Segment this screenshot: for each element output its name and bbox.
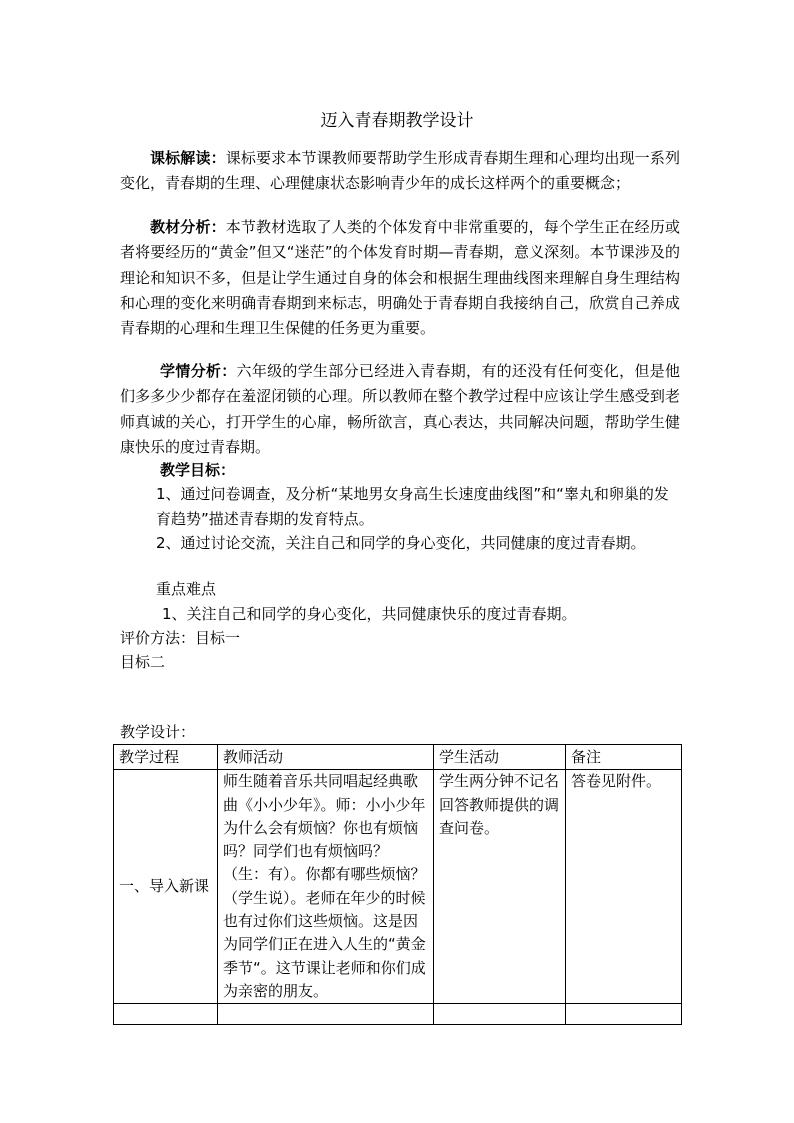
cell-empty bbox=[434, 1004, 566, 1025]
students-text: 六年级的学生部分已经进入青春期，有的还没有任何变化，但是他们多多少少都存在羞涩闭锁的心理。所以教师在整个教学过程中应该让学生感受到老师真诚的关心，打开学生的心扉，畅所欲言，真心表达，共同解决问题，帮助学生健康快乐的度过青春期。 bbox=[120, 362, 680, 456]
header-student: 学生活动 bbox=[434, 745, 566, 770]
key-item-1: 1、关注自己和同学的身心变化，共同健康快乐的度过青春期。 bbox=[162, 605, 577, 623]
header-process: 教学过程 bbox=[114, 745, 218, 770]
key-heading: 重点难点 bbox=[156, 580, 217, 598]
cell-teacher: 师生随着音乐共同唱起经典歌曲《小小少年》。师：小小少年为什么会有烦恼？你也有烦恼吗？同学们也有烦恼吗？（生：有）。你都有哪些烦恼？（学生说）。老师在年少的时候也有过你们这些烦恼。这是因为同学们正在进入人生的“黄金季节“。这节课让老师和你们成为亲密的朋友。 bbox=[218, 770, 434, 1004]
cell-note: 答卷见附件。 bbox=[566, 770, 682, 1004]
textbook-paragraph bbox=[120, 215, 680, 341]
table-row bbox=[114, 770, 682, 1004]
textbook-text: 本节教材选取了人类的个体发育中非常重要的，每个学生正在经历或者将要经历的“黄金”但又“迷茫”的个体发育时期—青春期，意义深刻。本节课涉及的理论和知识不多，但是让学生通过自身的体会和根据生理曲线图来理解自身生理结构和心理的变化来明确青春期到来标志，明确处于青春期自我接纳自己，欣赏自己养成青春期的心理和生理卫生保健的任务更为重要。 bbox=[120, 218, 680, 338]
design-table bbox=[113, 744, 682, 1025]
standard-text: 课标要求本节课教师要帮助学生形成青春期生理和心理均出现一系列变化，青春期的生理、心理健康状态影响青少年的成长这样两个的重要概念； bbox=[120, 149, 680, 193]
cell-empty bbox=[114, 1004, 218, 1025]
goal-item-2: 2、通过讨论交流，关注自己和同学的身心变化，共同健康的度过青春期。 bbox=[156, 534, 646, 552]
students-lead: 学情分析： bbox=[160, 362, 237, 380]
goal-item-1: 1、通过问卷调查，及分析“某地男女身高生长速度曲线图”和“睾丸和卵巢的发育趋势”描述青春期的发育特点。 bbox=[156, 485, 669, 528]
cell-empty bbox=[218, 1004, 434, 1025]
table-header-row bbox=[114, 745, 682, 770]
table-row-empty bbox=[114, 1004, 682, 1025]
cell-empty bbox=[566, 1004, 682, 1025]
evaluation-line-1: 评价方法：目标一 bbox=[120, 629, 241, 647]
standard-paragraph bbox=[120, 146, 680, 197]
textbook-lead: 教材分析： bbox=[150, 218, 226, 236]
evaluation-line-2: 目标二 bbox=[120, 653, 166, 671]
goals-heading: 教学目标： bbox=[160, 461, 236, 479]
cell-process: 一、导入新课 bbox=[114, 770, 218, 1004]
design-heading: 教学设计： bbox=[120, 723, 196, 741]
standard-lead: 课标解读： bbox=[150, 149, 226, 167]
document-title: 迈入青春期教学设计 bbox=[320, 111, 474, 131]
students-paragraph bbox=[120, 359, 680, 460]
header-teacher: 教师活动 bbox=[218, 745, 434, 770]
header-note: 备注 bbox=[566, 745, 682, 770]
cell-student: 学生两分钟不记名回答教师提供的调查问卷。 bbox=[434, 770, 566, 1004]
